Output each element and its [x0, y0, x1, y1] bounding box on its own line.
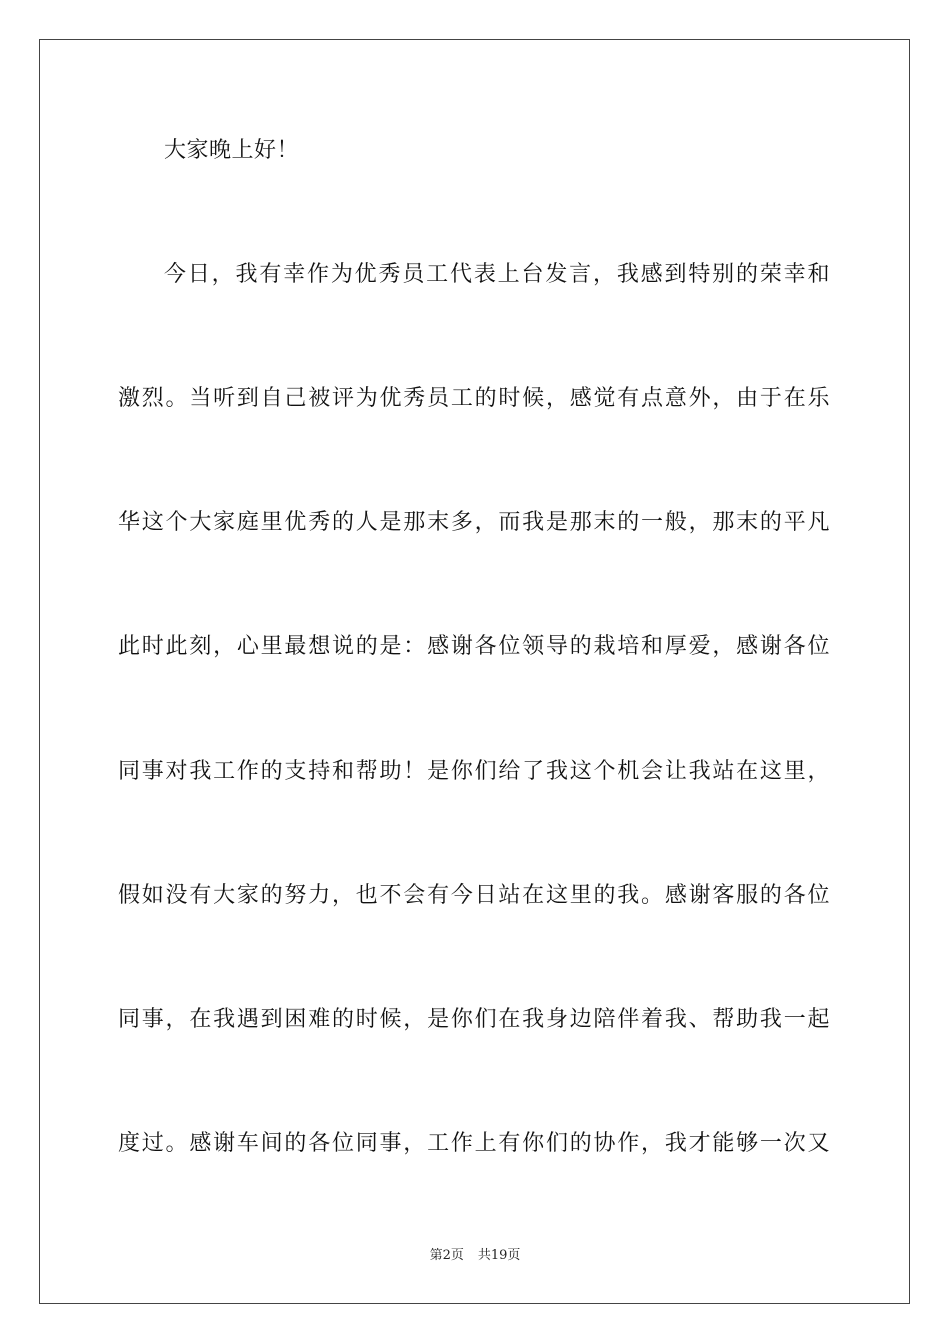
text-line: 度过。感谢车间的各位同事，工作上有你们的协作，我才能够一次又 — [118, 1131, 830, 1156]
text-line: 此时此刻，心里最想说的是：感谢各位领导的栽培和厚爱，感谢各位 — [118, 634, 830, 659]
page-border — [39, 39, 910, 1304]
text-line: 今日，我有幸作为优秀员工代表上台发言，我感到特别的荣幸和 — [164, 262, 830, 287]
text-line: 同事对我工作的支持和帮助！是你们给了我这个机会让我站在这里， — [118, 759, 830, 784]
page-number: 第2页 — [429, 1248, 464, 1263]
text-line-greeting: 大家晚上好！ — [164, 138, 300, 163]
total-pages: 共19页 — [477, 1248, 521, 1263]
text-line: 华这个大家庭里优秀的人是那末多，而我是那末的一般，那末的平凡 — [118, 510, 830, 535]
page-footer — [0, 1244, 950, 1263]
text-line: 假如没有大家的努力，也不会有今日站在这里的我。感谢客服的各位 — [118, 883, 830, 908]
text-line: 激烈。当听到自己被评为优秀员工的时候，感觉有点意外，由于在乐 — [118, 386, 830, 411]
text-line: 同事，在我遇到困难的时候，是你们在我身边陪伴着我、帮助我一起 — [118, 1007, 830, 1032]
